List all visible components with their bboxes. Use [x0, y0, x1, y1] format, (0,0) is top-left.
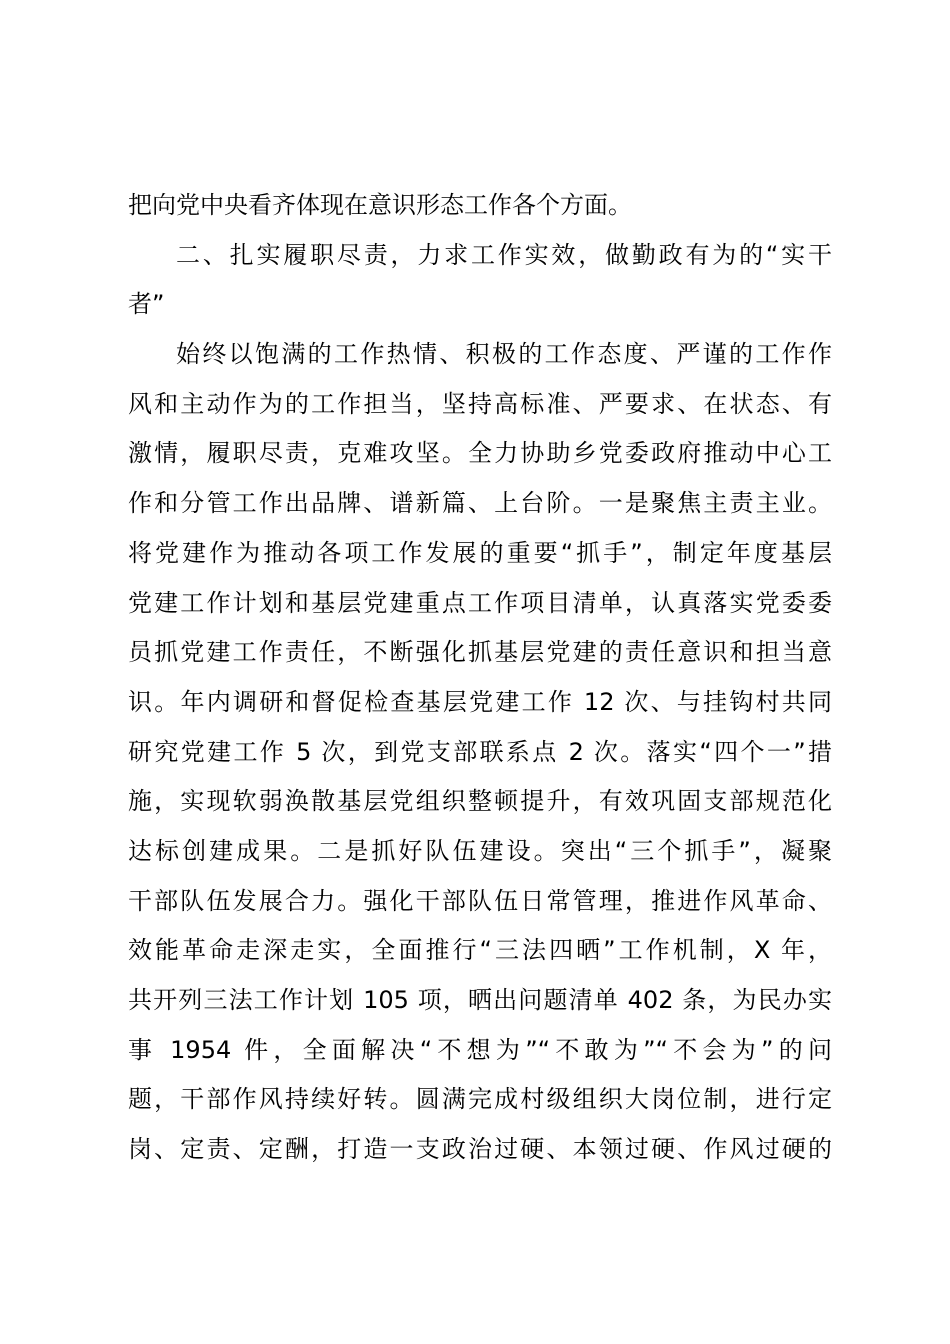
paragraph-line: 题，干部作风持续好转。圆满完成村级组织大岗位制，进行定	[128, 1085, 832, 1114]
paragraph-line: 识。年内调研和督促检查基层党建工作 12 次、与挂钩村共同	[128, 687, 832, 716]
section-heading-line: 二、扎实履职尽责，力求工作实效，做勤政有为的“实干	[176, 240, 832, 269]
paragraph-line: 岗、定责、定酬，打造一支政治过硬、本领过硬、作风过硬的	[128, 1135, 832, 1164]
paragraph-line: 风和主动作为的工作担当，坚持高标准、严要求、在状态、有	[128, 389, 832, 418]
paragraph-line: 达标创建成果。二是抓好队伍建设。突出“三个抓手”，凝聚	[128, 836, 832, 865]
document-page	[128, 181, 832, 1175]
paragraph-line: 员抓党建工作责任，不断强化抓基层党建的责任意识和担当意	[128, 638, 832, 667]
paragraph-line: 始终以饱满的工作热情、积极的工作态度、严谨的工作作	[176, 340, 832, 369]
paragraph-line: 事 1954 件，全面解决“不想为”“不敢为”“不会为”的问	[128, 1035, 832, 1064]
paragraph-line: 将党建作为推动各项工作发展的重要“抓手”，制定年度基层	[128, 538, 832, 567]
paragraph-line: 激情，履职尽责，克难攻坚。全力协助乡党委政府推动中心工	[128, 439, 832, 468]
paragraph-line: 把向党中央看齐体现在意识形态工作各个方面。	[128, 191, 632, 219]
paragraph-line: 党建工作计划和基层党建重点工作项目清单，认真落实党委委	[128, 588, 832, 617]
paragraph-line: 干部队伍发展合力。强化干部队伍日常管理，推进作风革命、	[128, 886, 832, 915]
paragraph-line: 作和分管工作出品牌、谱新篇、上台阶。一是聚焦主责主业。	[128, 489, 832, 518]
section-heading-line: 者”	[128, 290, 165, 319]
paragraph-line: 效能革命走深走实，全面推行“三法四晒”工作机制，X 年，	[128, 936, 832, 965]
paragraph-line: 研究党建工作 5 次，到党支部联系点 2 次。落实“四个一”措	[128, 737, 832, 766]
paragraph-line: 施，实现软弱涣散基层党组织整顿提升，有效巩固支部规范化	[128, 787, 832, 816]
paragraph-line: 共开列三法工作计划 105 项，晒出问题清单 402 条，为民办实	[128, 986, 832, 1014]
